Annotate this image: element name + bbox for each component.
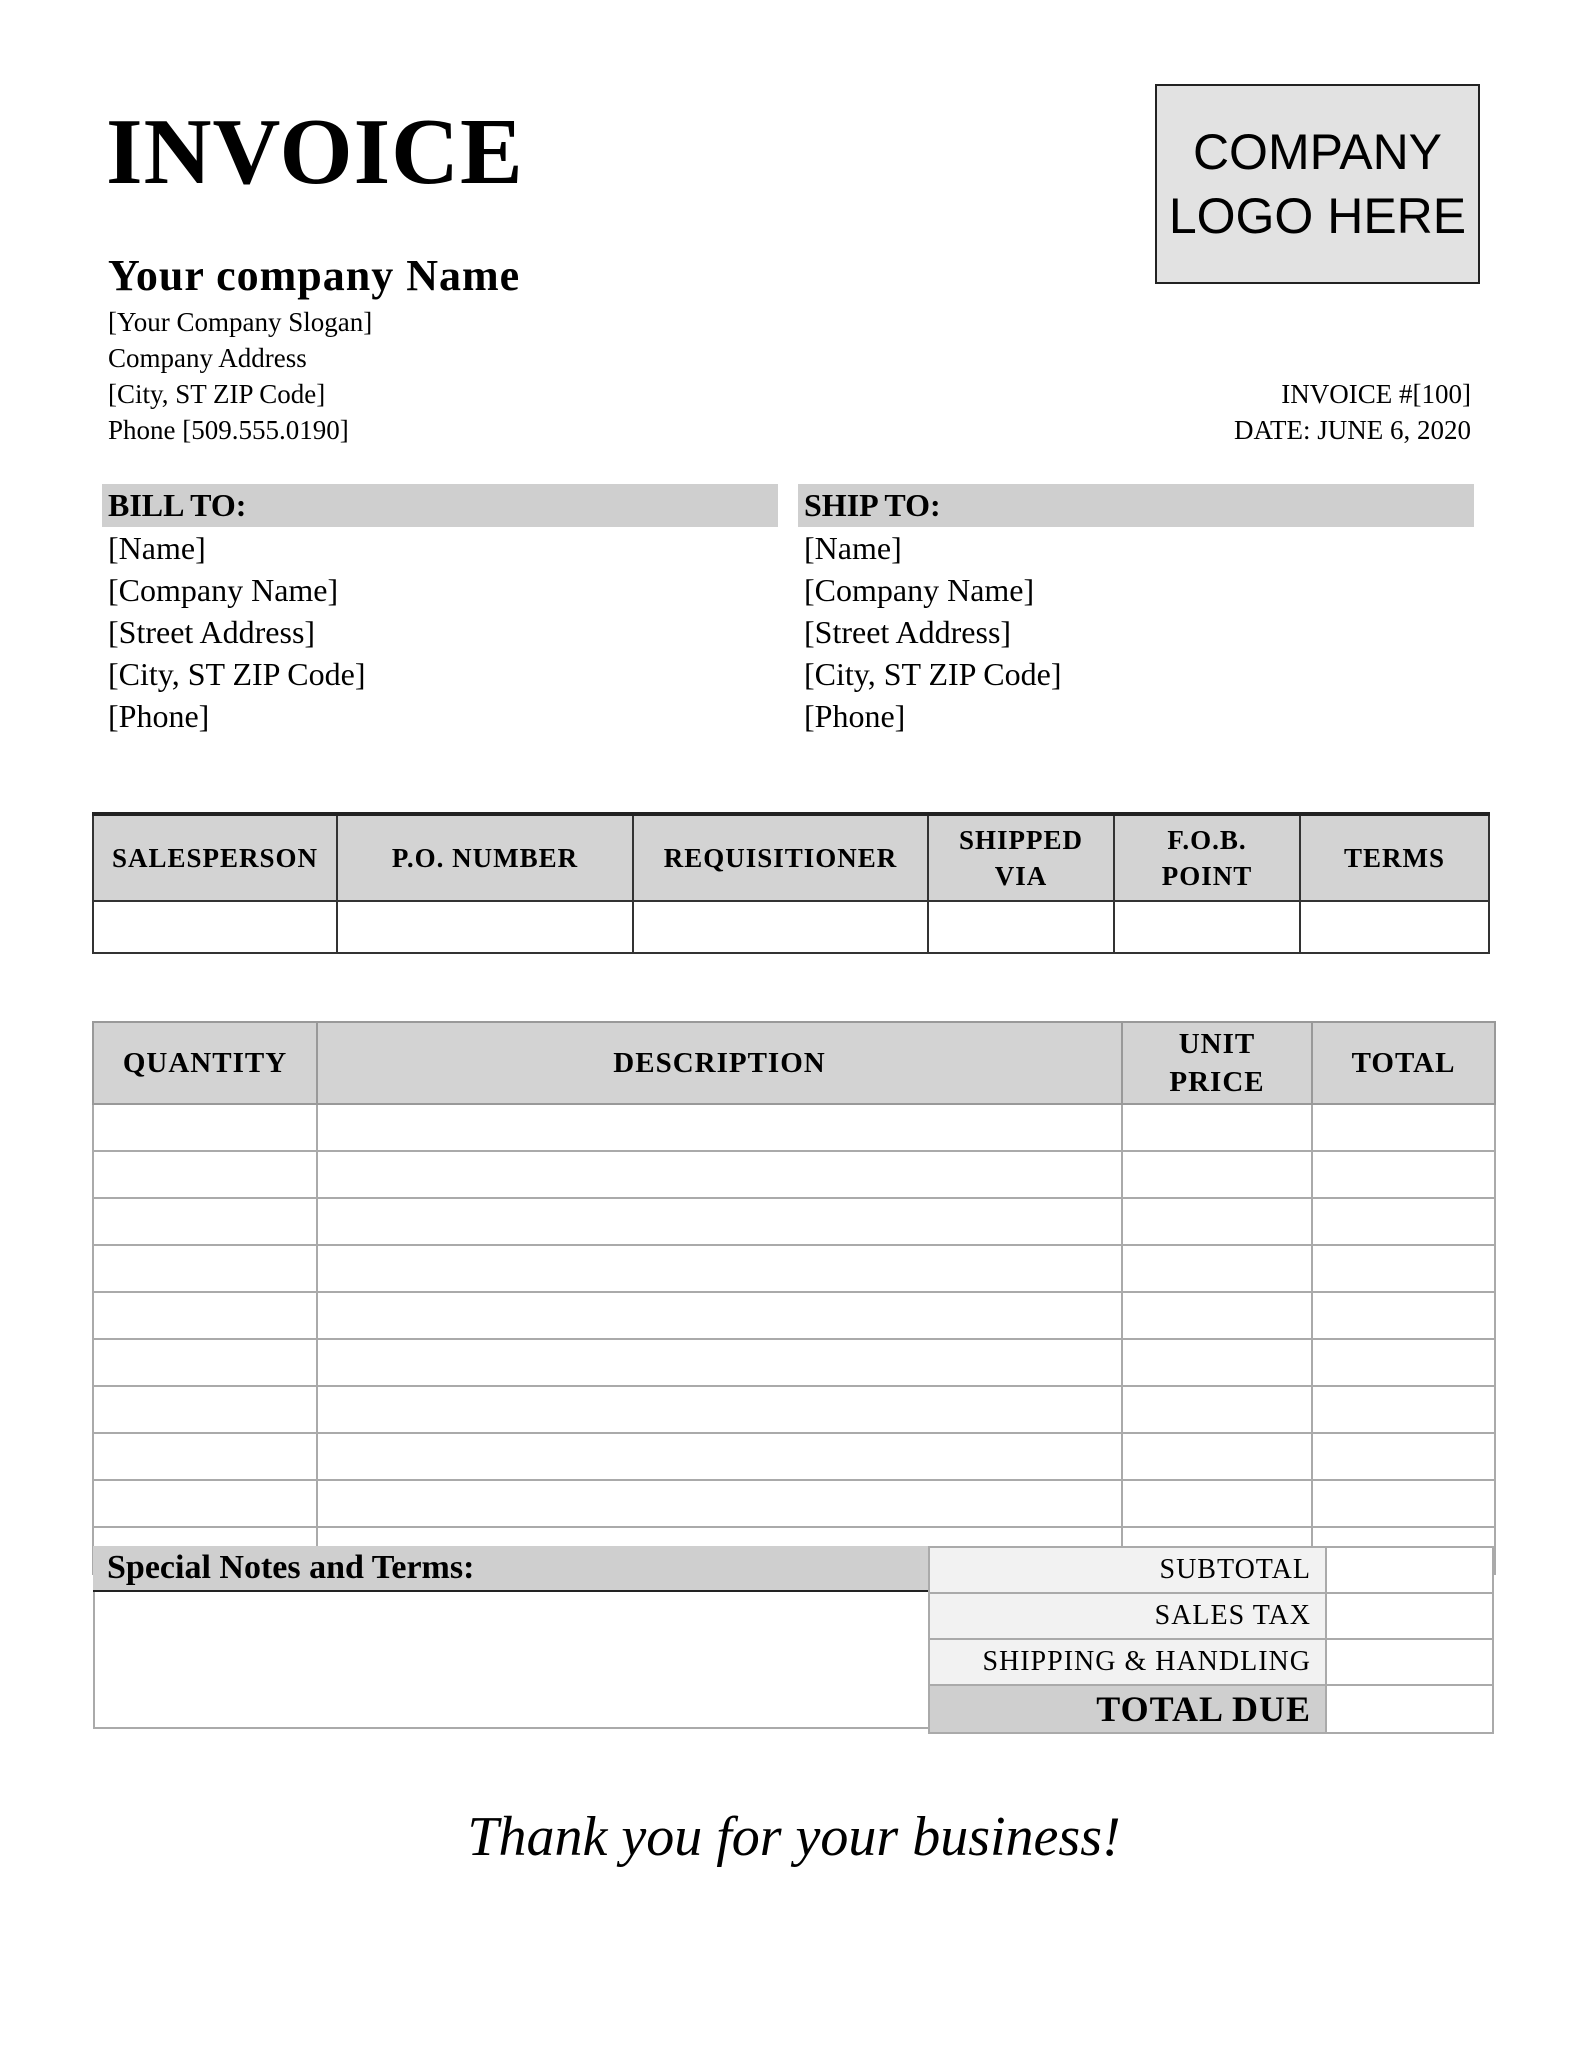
line-item-row <box>93 1198 1495 1245</box>
company-phone: Phone [509.555.0190] <box>108 415 349 445</box>
unit-price-cell[interactable] <box>1122 1386 1312 1433</box>
description-cell[interactable] <box>317 1198 1122 1245</box>
line-item-row <box>93 1245 1495 1292</box>
company-logo-placeholder <box>1155 84 1480 284</box>
logo-line-2: LOGO HERE <box>1168 188 1467 244</box>
sales-tax-label: SALES TAX <box>929 1593 1326 1639</box>
quantity-cell[interactable] <box>93 1433 317 1480</box>
invoice-date: DATE: JUNE 6, 2020 <box>1234 415 1471 445</box>
description-cell[interactable] <box>317 1245 1122 1292</box>
company-address: Company Address <box>108 343 307 373</box>
shipped-via-cell[interactable] <box>928 901 1114 953</box>
total-due-row <box>929 1685 1493 1733</box>
shipping-handling-label: SHIPPING & HANDLING <box>929 1639 1326 1685</box>
total-cell[interactable] <box>1312 1198 1495 1245</box>
bill-to-line: [Street Address] <box>108 614 316 650</box>
description-cell[interactable] <box>317 1151 1122 1198</box>
terms-cell[interactable] <box>1300 901 1489 953</box>
unit-price-cell[interactable] <box>1122 1480 1312 1527</box>
bill-to-line: [Company Name] <box>108 572 339 608</box>
company-city: [City, ST ZIP Code] <box>108 379 326 409</box>
requisitioner-cell[interactable] <box>633 901 928 953</box>
description-cell[interactable] <box>317 1104 1122 1151</box>
total-due-label: TOTAL DUE <box>929 1685 1326 1733</box>
subtotal-row <box>929 1547 1493 1593</box>
description-cell[interactable] <box>317 1339 1122 1386</box>
line-item-row <box>93 1480 1495 1527</box>
line-item-row <box>93 1386 1495 1433</box>
total-cell[interactable] <box>1312 1292 1495 1339</box>
unit-price-header: UNIT PRICE <box>1122 1022 1312 1104</box>
line-item-row <box>93 1339 1495 1386</box>
special-notes-area[interactable] <box>93 1592 929 1729</box>
total-cell[interactable] <box>1312 1480 1495 1527</box>
ship-to-line: [Company Name] <box>804 572 1035 608</box>
quantity-cell[interactable] <box>93 1480 317 1527</box>
ship-to-line: [Phone] <box>804 698 906 734</box>
line-item-row <box>93 1104 1495 1151</box>
total-cell[interactable] <box>1312 1433 1495 1480</box>
description-cell[interactable] <box>317 1433 1122 1480</box>
shipped-via-header: SHIPPED VIA <box>928 814 1114 901</box>
company-slogan: [Your Company Slogan] <box>108 307 373 337</box>
description-cell[interactable] <box>317 1386 1122 1433</box>
terms-header: TERMS <box>1300 814 1489 901</box>
bill-to-heading: BILL TO: <box>102 484 778 527</box>
total-cell[interactable] <box>1312 1104 1495 1151</box>
unit-price-cell[interactable] <box>1122 1198 1312 1245</box>
order-info-value-row <box>93 901 1489 953</box>
total-header: TOTAL <box>1312 1022 1495 1104</box>
unit-price-cell[interactable] <box>1122 1104 1312 1151</box>
total-cell[interactable] <box>1312 1151 1495 1198</box>
invoice-number: INVOICE #[100] <box>1281 379 1471 409</box>
ship-to-line: [City, ST ZIP Code] <box>804 656 1062 692</box>
total-cell[interactable] <box>1312 1386 1495 1433</box>
requisitioner-header: REQUISITIONER <box>633 814 928 901</box>
order-info-header-row <box>93 814 1489 901</box>
shipping-handling-value[interactable] <box>1326 1639 1493 1685</box>
description-cell[interactable] <box>317 1292 1122 1339</box>
po-number-cell[interactable] <box>337 901 633 953</box>
shipping-row <box>929 1639 1493 1685</box>
salesperson-cell[interactable] <box>93 901 337 953</box>
quantity-cell[interactable] <box>93 1292 317 1339</box>
unit-price-cell[interactable] <box>1122 1339 1312 1386</box>
line-items-table <box>92 1021 1496 1575</box>
bill-to-line: [City, ST ZIP Code] <box>108 656 366 692</box>
invoice-title: INVOICE <box>106 100 524 204</box>
subtotal-label: SUBTOTAL <box>929 1547 1326 1593</box>
unit-price-cell[interactable] <box>1122 1292 1312 1339</box>
ship-to-heading: SHIP TO: <box>798 484 1474 527</box>
total-cell[interactable] <box>1312 1245 1495 1292</box>
quantity-cell[interactable] <box>93 1104 317 1151</box>
order-info-table <box>92 812 1490 954</box>
quantity-cell[interactable] <box>93 1339 317 1386</box>
thank-you-message: Thank you for your business! <box>467 1806 1121 1868</box>
line-item-row <box>93 1433 1495 1480</box>
line-item-row <box>93 1151 1495 1198</box>
sales-tax-row <box>929 1593 1493 1639</box>
po-number-header: P.O. NUMBER <box>337 814 633 901</box>
salesperson-header: SALESPERSON <box>93 814 337 901</box>
bill-to-line: [Name] <box>108 530 206 566</box>
quantity-cell[interactable] <box>93 1198 317 1245</box>
total-due-value[interactable] <box>1326 1685 1493 1733</box>
quantity-header: QUANTITY <box>93 1022 317 1104</box>
line-item-row <box>93 1292 1495 1339</box>
ship-to-line: [Street Address] <box>804 614 1012 650</box>
logo-line-1: COMPANY <box>1192 124 1443 180</box>
unit-price-cell[interactable] <box>1122 1433 1312 1480</box>
sales-tax-value[interactable] <box>1326 1593 1493 1639</box>
totals-table <box>928 1546 1494 1734</box>
description-cell[interactable] <box>317 1480 1122 1527</box>
unit-price-cell[interactable] <box>1122 1151 1312 1198</box>
quantity-cell[interactable] <box>93 1245 317 1292</box>
total-cell[interactable] <box>1312 1339 1495 1386</box>
fob-point-cell[interactable] <box>1114 901 1300 953</box>
unit-price-cell[interactable] <box>1122 1245 1312 1292</box>
fob-point-header: F.O.B. POINT <box>1114 814 1300 901</box>
subtotal-value[interactable] <box>1326 1547 1493 1593</box>
description-header: DESCRIPTION <box>317 1022 1122 1104</box>
line-items-header-row <box>93 1022 1495 1104</box>
bill-to-line: [Phone] <box>108 698 210 734</box>
ship-to-line: [Name] <box>804 530 902 566</box>
quantity-cell[interactable] <box>93 1386 317 1433</box>
quantity-cell[interactable] <box>93 1151 317 1198</box>
special-notes-heading: Special Notes and Terms: <box>93 1546 929 1592</box>
company-name: Your company Name <box>108 251 521 300</box>
